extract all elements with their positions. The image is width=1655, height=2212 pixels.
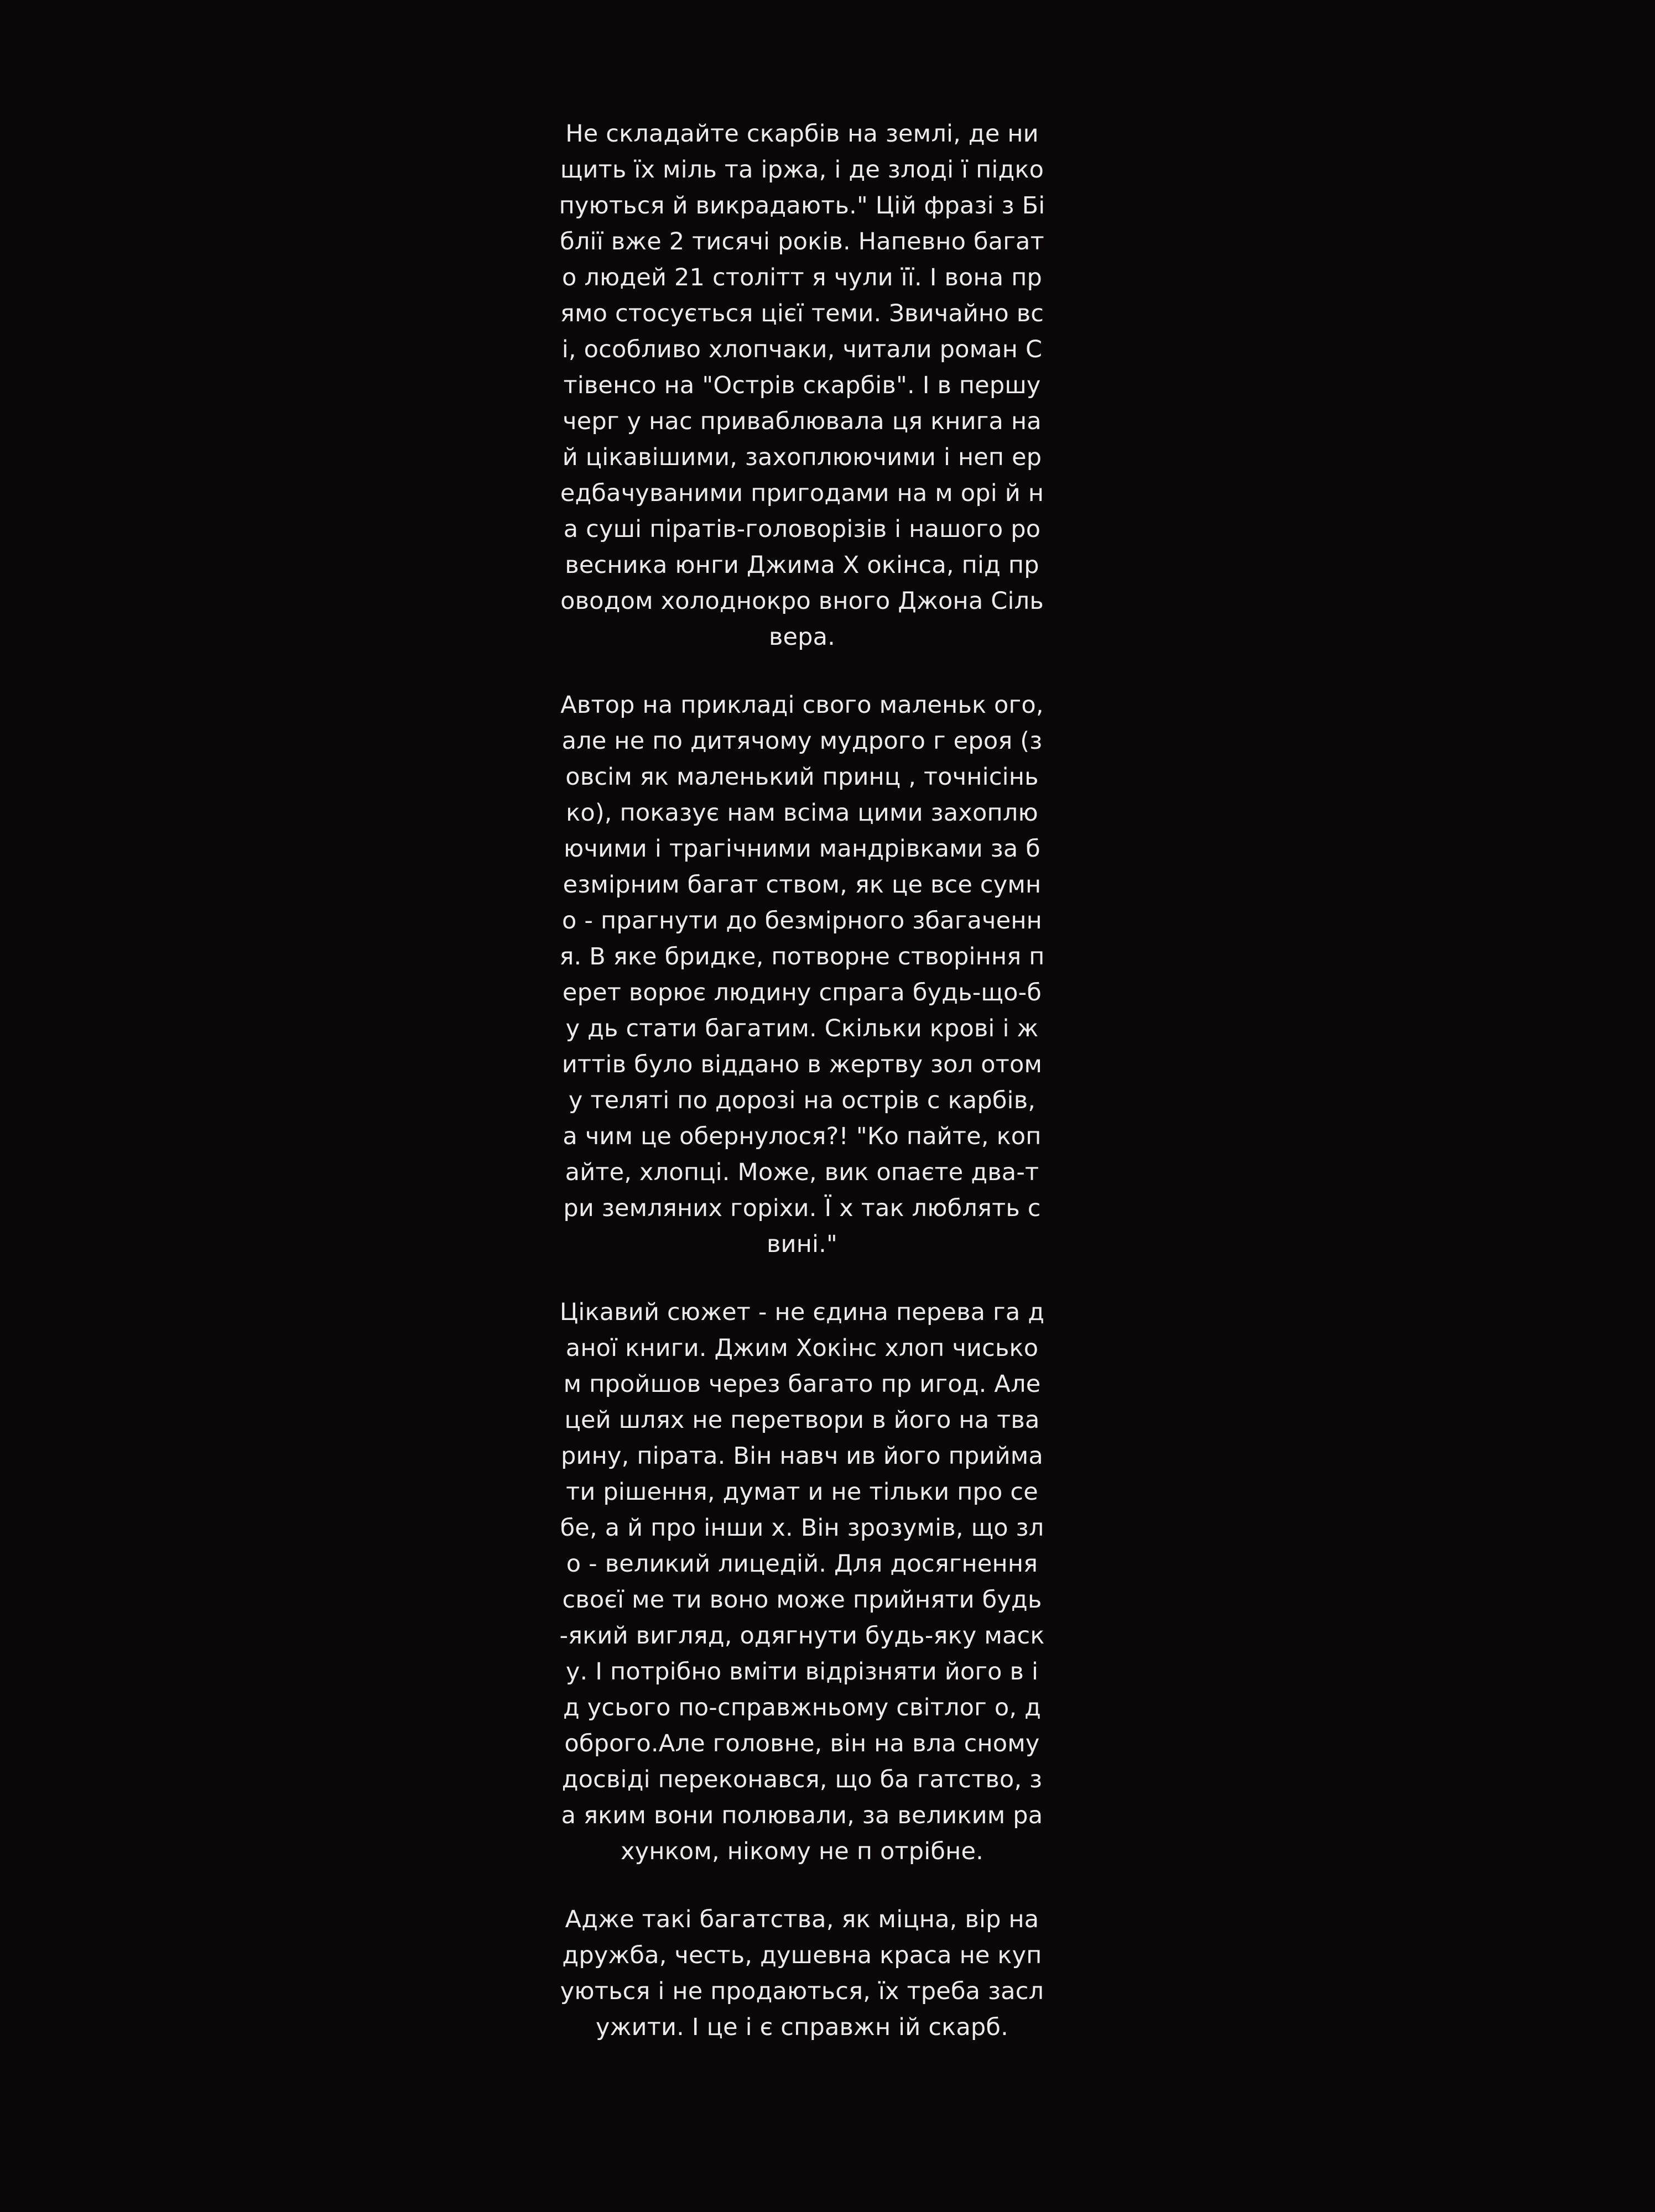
paragraph-1: Не складайте скарбів на землі, де нищить їх міль та іржа, і де злоді ї підкопуються й викрадають." Цій фразі з Біблії вже 2 тисячі років. Напевно багато людей 21 столітт я чули її. І вона прямо стосується цієї теми. Звичайно всі, особливо хлопчаки, читали роман Стівенсо на "Острів скарбів". І в першу черг у нас приваблювала ця книга най цікавішими, захоплюючими і неп ередбачуваними пригодами на м орі й на суші піратів-головорізів і нашого ровесника юнги Джима Х окінса, під проводом холоднокро вного Джона Сільвера. <box>559 120 1045 651</box>
text-column <box>559 116 1045 2046</box>
paragraph-3: Цікавий сюжет - не єдина перева га даної книги. Джим Хокінс хлоп чиськом пройшов через багато пр игод. Але цей шлях не перетвори в його на тварину, пірата. Він навч ив його приймати рішення, думат и не тільки про себе, а й про інши х. Він зрозумів, що зло - великий лицедій. Для досягнення своєї ме ти воно може прийняти будь-який вигляд, одягнути будь-яку маску. І потрібно вміти відрізняти його в ід усього по-справжньому світлог о, доброго.Але головне, він на вла сному досвіді переконався, що ба гатство, за яким вони полювали, за великим рахунком, нікому не п отрібне. <box>559 1298 1045 1865</box>
paragraph-4: Адже такі багатства, як міцна, вір на дружба, честь, душевна краса не купуються і не продаються, їх треба заслужити. І це і є справжн ій скарб. <box>560 1906 1044 2041</box>
paragraph-2: Автор на прикладі свого маленьк ого, але не по дитячому мудрого г ероя (зовсім як маленький принц , точнісінько), показує нам всіма цими захоплюючими і трагічними мандрівками за безмірним багат ством, як це все сумно - прагнути до безмірного збагачення. В яке бридке, потворне створіння перет ворює людину спрага будь-що-бу дь стати багатим. Скільки крові і життів було віддано в жертву зол отому теляті по дорозі на острів с карбів, а чим це обернулося?! "Ко пайте, копайте, хлопці. Може, вик опаєте два-три земляних горіхи. Ї х так люблять свині." <box>559 691 1045 1258</box>
